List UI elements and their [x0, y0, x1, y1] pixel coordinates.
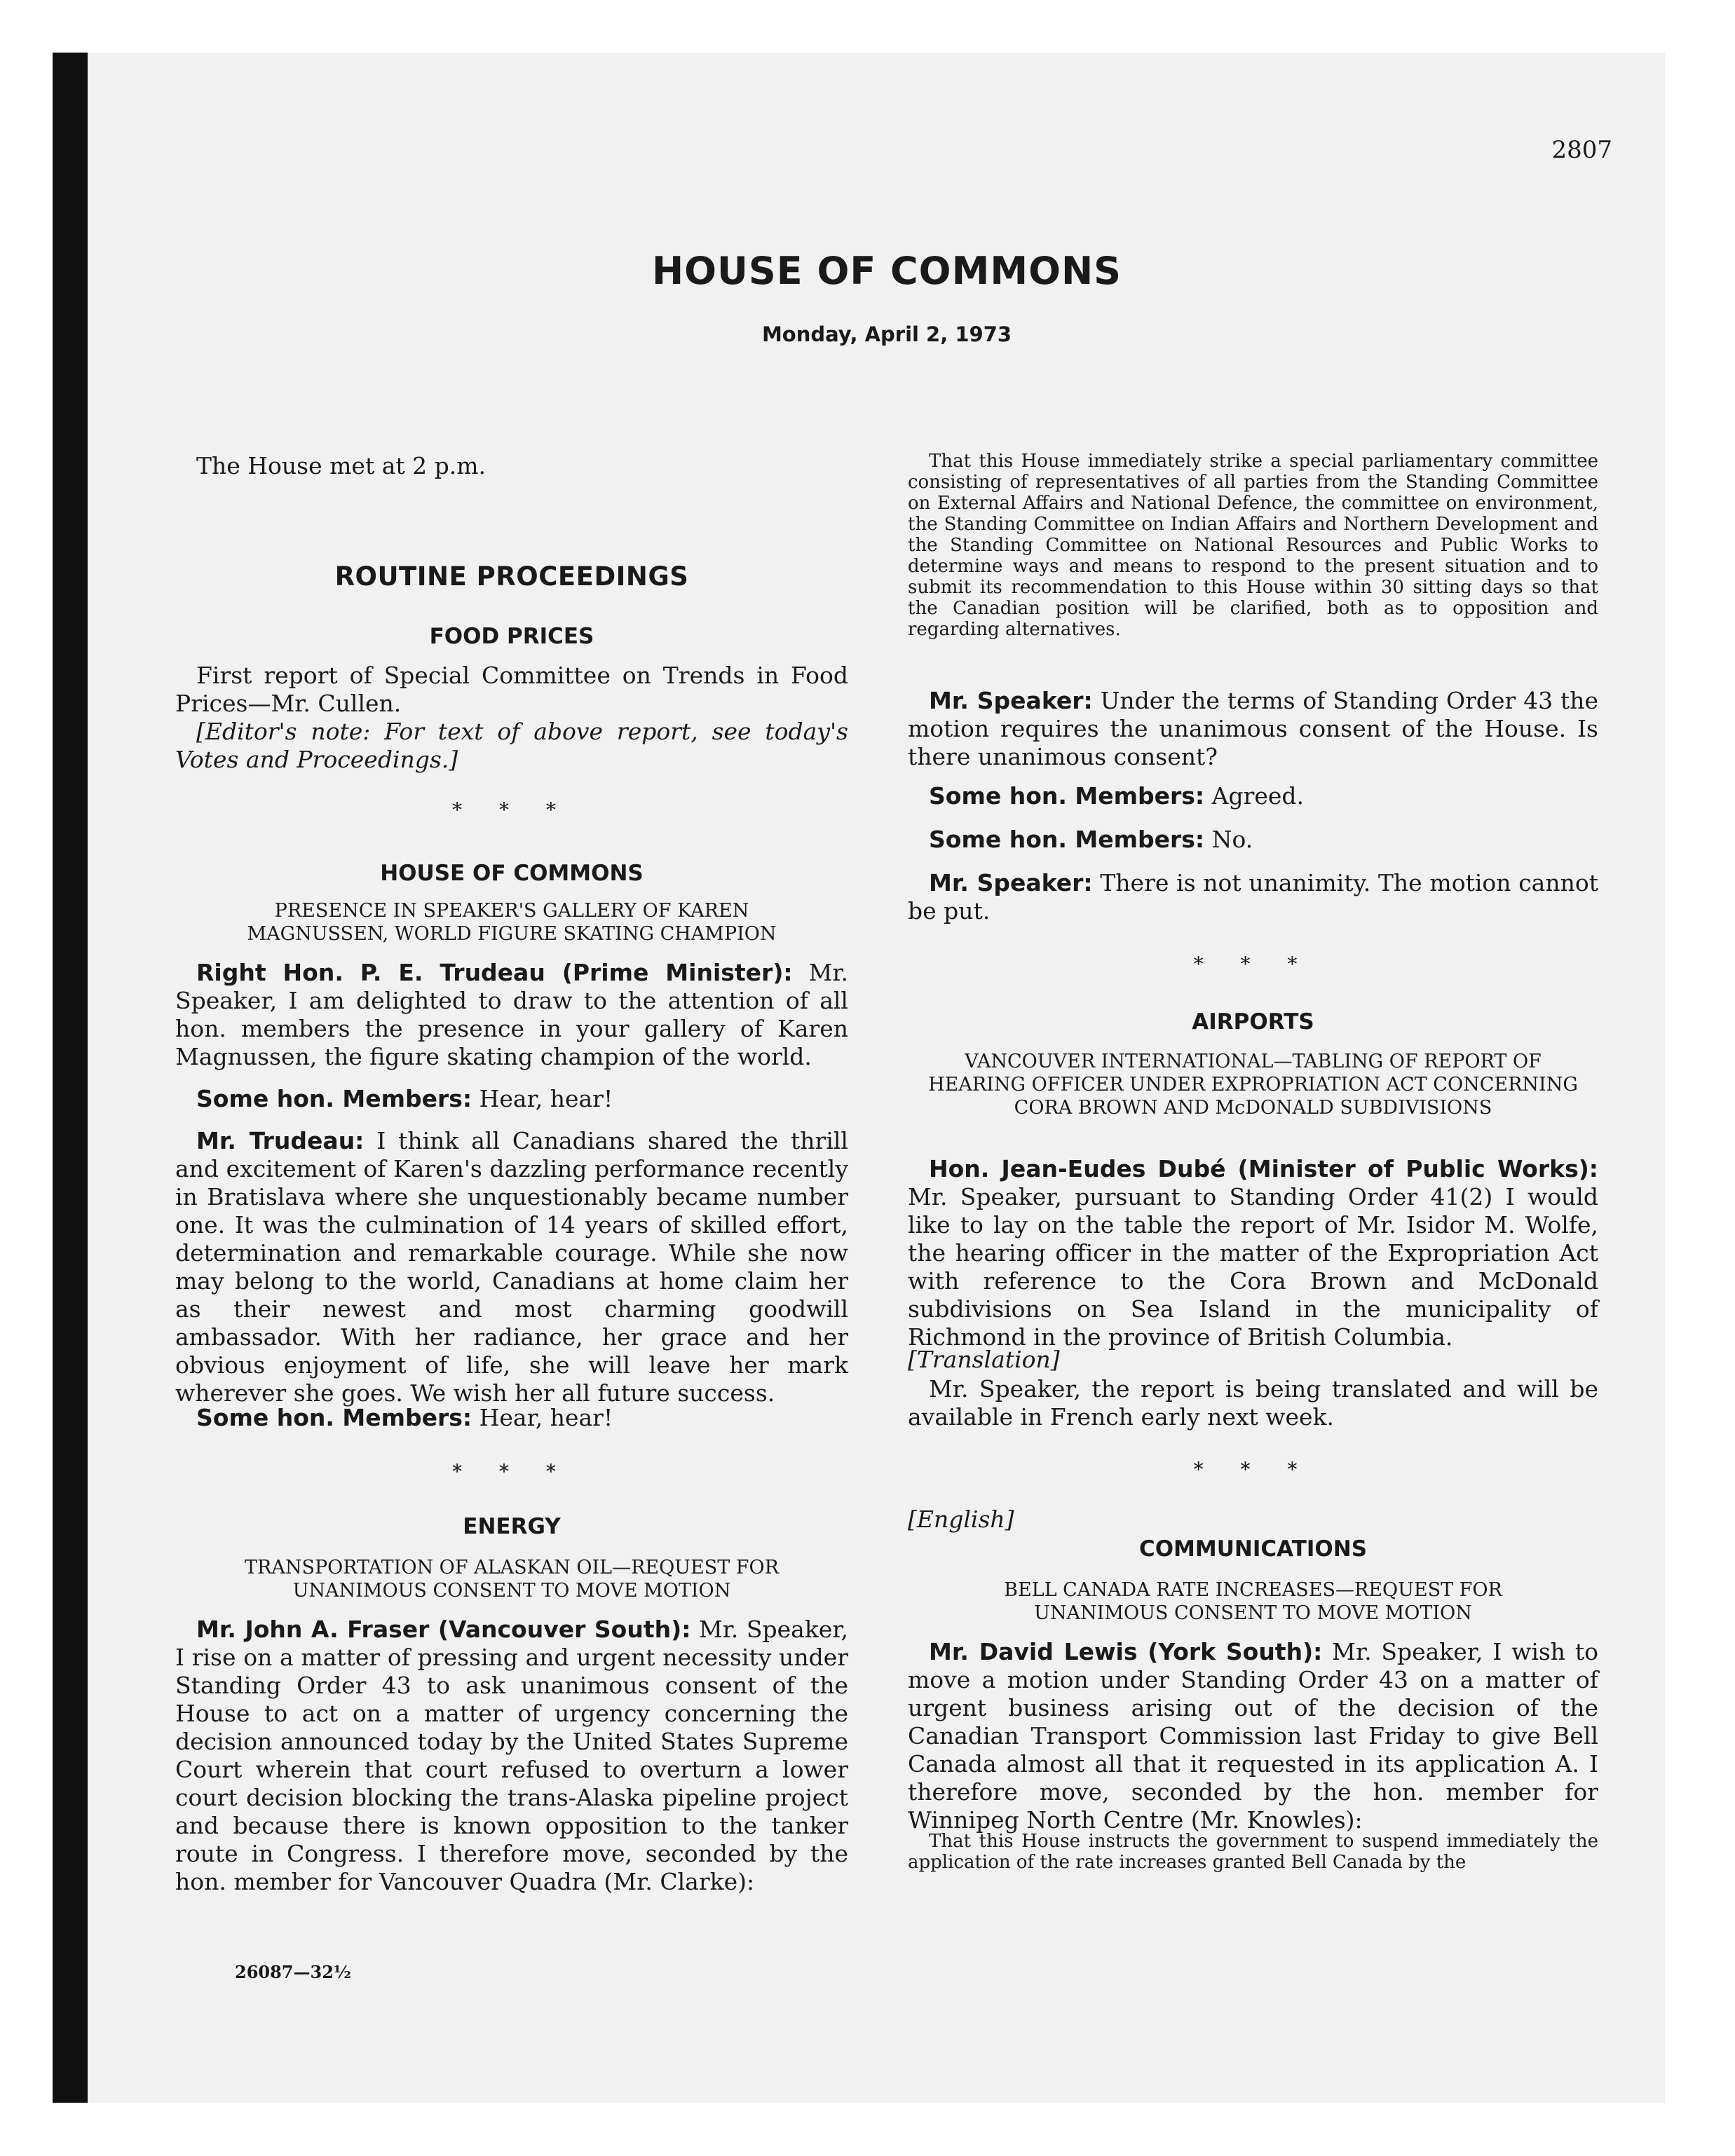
editor-note: [Editor's note: For text of above report, see today's Votes and Proceedings.] — [175, 718, 848, 773]
speaker-ruling — [908, 869, 1598, 925]
speaker-ruling — [908, 687, 1598, 771]
statement-text: Agreed. — [1211, 782, 1305, 810]
motion-text: That this House instructs the government to suspend immediately the application of the rate increases granted Bell Canada by the — [908, 1831, 1598, 1873]
statement-text: Mr. Speaker, I am delighted to draw to the attention of all hon. members the presence in your gallery of Karen Magnussen, the figure skating champion of the world. — [175, 959, 848, 1070]
house-of-commons-heading: HOUSE OF COMMONS — [380, 861, 644, 886]
page-title: HOUSE OF COMMONS — [651, 249, 1122, 293]
translation-tag: [Translation] — [908, 1346, 1060, 1373]
section-separator: * * * — [452, 1460, 571, 1483]
statement-text: No. — [1211, 826, 1253, 853]
sitting-date: Monday, April 2, 1973 — [761, 322, 1012, 346]
house-met-line: The House met at 2 p.m. — [196, 452, 487, 479]
statement-text: Mr. Speaker, I rise on a matter of pressing and urgent necessity under Standing Order 43 to ask unanimous consent of the House to act on a matter of urgency concerning the decision announced today by the United States Supreme Court wherein that court refused to overturn a lower court decision blocking the trans-Alaska pipeline project and because there is known opposition to the tanker route in Congress. I therefore move, seconded by the hon. member for Vancouver Quadra (Mr. Clarke): — [175, 1616, 848, 1895]
speaker-name: Some hon. Members: — [929, 826, 1205, 853]
routine-proceedings-heading: ROUTINE PROCEEDINGS — [334, 561, 689, 592]
translation-paragraph: Mr. Speaker, the report is being translated and will be available in French early next week. — [908, 1375, 1598, 1431]
members-response — [908, 782, 1598, 810]
binding-edge — [53, 53, 88, 2103]
food-prices-heading: FOOD PRICES — [429, 624, 594, 649]
dube-statement — [908, 1155, 1598, 1351]
speaker-name: Some hon. Members: — [196, 1404, 472, 1431]
speaker-name: Some hon. Members: — [929, 782, 1205, 810]
members-response — [175, 1085, 848, 1113]
statement-text: Hear, hear! — [479, 1404, 613, 1431]
speaker-name: Mr. Speaker: — [929, 687, 1093, 714]
speaker-name: Mr. David Lewis (York South): — [929, 1638, 1323, 1665]
motion-text: That this House immediately strike a special parliamentary committee consisting of representatives of all parties from the Standing Committee on External Affairs and National Defence, the committee on environment, the Standing Committee on Indian Affairs and Northern Development and the Standing Committee on National Resources and Public Works to determine ways and means to respond to the present situation and to submit its recommendation to this House within 30 sitting days so that the Canadian position will be clarified, both as to opposition and regarding alternatives. — [908, 451, 1598, 640]
food-report-paragraph: First report of Special Committee on Trends in Food Prices—Mr. Cullen. — [175, 662, 848, 717]
speaker-name: Mr. John A. Fraser (Vancouver South): — [196, 1616, 691, 1643]
lewis-statement — [908, 1638, 1598, 1834]
airports-subheading: VANCOUVER INTERNATIONAL—TABLING OF REPORT OF HEARING OFFICER UNDER EXPROPRIATION ACT CONCERNING CORA BROWN AND McDONALD SUBDIVISIONS — [928, 1051, 1578, 1119]
footer-code: 26087—32½ — [235, 1962, 351, 1982]
speaker-name: Mr. Speaker: — [929, 869, 1093, 896]
statement-text: Under the terms of Standing Order 43 the motion requires the unanimous consent of the House. Is there unanimous consent? — [908, 687, 1598, 770]
statement-text: Mr. Speaker, I wish to move a motion under Standing Order 43 on a matter of urgent business arising out of the decision of the Canadian Transport Commission last Friday to give Bell Canada almost all that it requested in its application A. I therefore move, seconded by the hon. member for Winnipeg North Centre (Mr. Knowles): — [908, 1638, 1598, 1834]
section-separator: * * * — [1193, 1458, 1313, 1481]
members-response — [908, 826, 1598, 854]
english-tag: [English] — [908, 1506, 1014, 1533]
speaker-name: Hon. Jean-Eudes Dubé (Minister of Public Works): — [929, 1155, 1598, 1182]
page-number: 2807 — [1551, 136, 1612, 164]
speaker-name: Right Hon. P. E. Trudeau (Prime Minister): — [196, 959, 793, 986]
statement-text: I think all Canadians shared the thrill and excitement of Karen's dazzling performance recently in Bratislava where she unquestionably became number one. It was the culmination of 14 years of skilled effort, determination and remarkable courage. While she now may belong to the world, Canadians at home claim her as their newest and most charming goodwill ambassador. With her radiance, her grace and her obvious enjoyment of life, she will leave her mark wherever she goes. We wish her all future success. — [175, 1127, 848, 1407]
airports-heading: AIRPORTS — [1192, 1009, 1314, 1035]
communications-subheading: BELL CANADA RATE INCREASES—REQUEST FOR UNANIMOUS CONSENT TO MOVE MOTION — [1004, 1579, 1502, 1624]
members-response — [175, 1404, 848, 1432]
trudeau-followup — [175, 1127, 848, 1407]
section-separator: * * * — [1193, 953, 1313, 976]
speaker-name: Some hon. Members: — [196, 1085, 472, 1112]
fraser-statement — [175, 1616, 848, 1896]
communications-heading: COMMUNICATIONS — [1138, 1536, 1368, 1562]
statement-text: Mr. Speaker, pursuant to Standing Order 41(2) I would like to lay on the table the report of Mr. Isidor M. Wolfe, the hearing officer in the matter of the Expropriation Act with reference to the Cora Brown and McDonald subdivisions on Sea Island in the municipality of Richmond in the province of British Columbia. — [908, 1183, 1598, 1351]
speaker-name: Mr. Trudeau: — [196, 1127, 365, 1154]
statement-text: Hear, hear! — [479, 1085, 613, 1112]
trudeau-statement — [175, 959, 848, 1071]
presence-subheading: PRESENCE IN SPEAKER'S GALLERY OF KAREN MAGNUSSEN, WORLD FIGURE SKATING CHAMPION — [247, 900, 777, 945]
statement-text: There is not unanimity. The motion cannot be put. — [908, 869, 1598, 925]
energy-subheading: TRANSPORTATION OF ALASKAN OIL—REQUEST FOR UNANIMOUS CONSENT TO MOVE MOTION — [245, 1557, 779, 1602]
energy-heading: ENERGY — [463, 1514, 561, 1539]
section-separator: * * * — [452, 798, 571, 821]
